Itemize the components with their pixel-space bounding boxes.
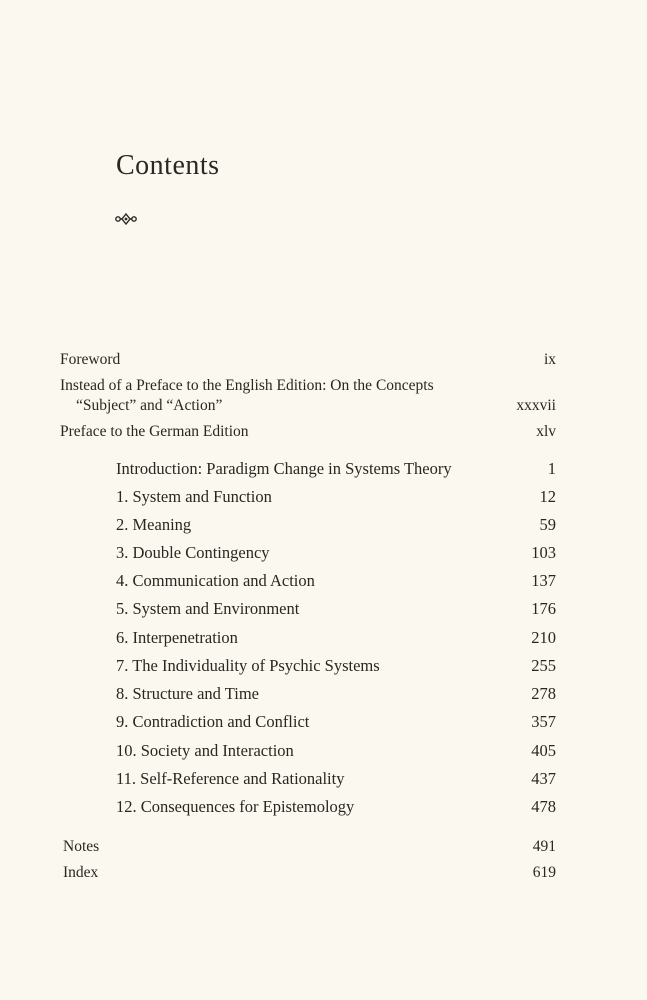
toc-entry-chapter-6[interactable] [116, 628, 556, 648]
toc-entry-chapter-3[interactable] [116, 543, 556, 563]
toc-entry-label: Contradiction and Conflict [132, 712, 310, 731]
toc-entry-chapter-4[interactable] [116, 571, 556, 591]
toc-entry-page: 59 [539, 515, 556, 534]
toc-entry-page: 437 [531, 769, 556, 788]
toc-entry-page: 405 [531, 741, 556, 760]
toc-entry-chapter-2[interactable] [116, 515, 556, 535]
chapter-number: 1. [116, 487, 129, 506]
toc-entry-german-preface[interactable] [60, 422, 556, 442]
chapter-number: 6. [116, 628, 129, 647]
toc-entry-page: 357 [531, 712, 556, 731]
toc-entry-introduction[interactable] [116, 459, 556, 479]
toc-entry-label: Self-Reference and Rationality [140, 769, 345, 788]
toc-entry-page: 255 [531, 656, 556, 675]
chapter-number: 3. [116, 543, 129, 562]
toc-entry-page: 210 [531, 628, 556, 647]
chapter-number: 2. [116, 515, 129, 534]
toc-entry-page: 137 [531, 571, 556, 590]
toc-entry-page: xxxvii [516, 397, 556, 414]
toc-entry-page: 619 [532, 864, 556, 881]
toc-entry-index[interactable] [63, 863, 556, 883]
toc-entry-page: 1 [547, 459, 556, 478]
toc-entry-notes[interactable] [63, 837, 556, 857]
toc-entry-chapter-7[interactable] [116, 656, 556, 676]
chapter-number: 9. [116, 712, 129, 731]
chapter-number: 5. [116, 599, 129, 618]
chapter-number: 8. [116, 684, 129, 703]
toc-entry-page: 12 [539, 487, 556, 506]
toc-entry-page: 176 [531, 599, 556, 618]
toc-entry-label: The Individuality of Psychic Systems [132, 656, 380, 675]
toc-entry-label: Double Contingency [132, 543, 270, 562]
toc-entry-label: System and Function [132, 487, 272, 506]
toc-entry-label-continued: “Subject” and “Action” [76, 397, 223, 414]
toc-entry-page: ix [543, 351, 556, 368]
toc-entry-label: Consequences for Epistemology [140, 797, 355, 816]
toc-entry-label: Preface to the German Edition [60, 423, 249, 440]
toc-entry-foreword[interactable] [60, 350, 556, 370]
toc-entry-label: System and Environment [132, 599, 300, 618]
chapter-number: 4. [116, 571, 129, 590]
toc-entry-label: Meaning [132, 515, 192, 534]
toc-entry-label: Communication and Action [132, 571, 315, 590]
toc-entry-chapter-8[interactable] [116, 684, 556, 704]
toc-entry-english-preface[interactable] [60, 376, 556, 416]
toc-entry-chapter-1[interactable] [116, 487, 556, 507]
toc-entry-page: 478 [531, 797, 556, 816]
chapter-number: 10. [116, 741, 137, 760]
page-title: Contents [116, 150, 220, 181]
chapter-number: 11. [116, 769, 137, 788]
toc-entry-label: Index [63, 864, 99, 881]
chapter-number: 7. [116, 656, 129, 675]
toc-entry-label: Society and Interaction [140, 741, 294, 760]
toc-entry-label: Foreword [60, 351, 121, 368]
toc-entry-chapter-9[interactable] [116, 712, 556, 732]
toc-entry-page: 103 [531, 543, 556, 562]
toc-entry-chapter-12[interactable] [116, 797, 556, 817]
toc-entry-chapter-5[interactable] [116, 599, 556, 619]
toc-entry-page: 491 [532, 838, 556, 855]
toc-entry-label: Instead of a Preface to the English Edition: On the Concepts [60, 377, 434, 394]
toc-entry-chapter-11[interactable] [116, 769, 556, 789]
toc-entry-label: Structure and Time [132, 684, 259, 703]
chapter-number: 12. [116, 797, 137, 816]
toc-entry-label: Introduction: Paradigm Change in Systems Theory [116, 459, 452, 478]
toc-entry-label: Notes [63, 838, 100, 855]
toc-entry-chapter-10[interactable] [116, 741, 556, 761]
toc-entry-label: Interpenetration [132, 628, 238, 647]
toc-entry-page: 278 [531, 684, 556, 703]
fleuron-ornament-icon [114, 212, 138, 226]
toc-entry-page: xlv [536, 423, 556, 440]
